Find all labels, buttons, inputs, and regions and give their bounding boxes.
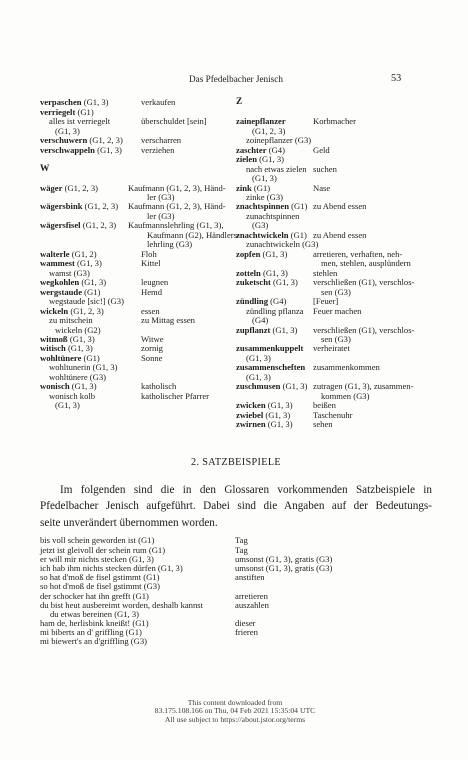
source-ref: (G1, 3) (265, 409, 291, 420)
source-ref: (G1) (291, 201, 308, 212)
variant: (G1, 3) (55, 400, 80, 411)
variant: wegstaude [sic!] (G3) (49, 296, 124, 307)
gloss: Kittel (141, 258, 161, 269)
example-meaning: umsonst (G1, 3), gratis (G3) (235, 553, 333, 564)
blank-line (40, 155, 233, 164)
gloss: zu Abend essen (313, 201, 367, 212)
variant: (G1, 3) (252, 173, 277, 184)
source-ref: (G1, 3) (273, 277, 298, 288)
gloss: verkaufen (141, 97, 176, 108)
variant: zunachtspinnen (246, 210, 300, 221)
gloss: Korbmacher (313, 116, 356, 127)
gloss: Kaufmann (G2), Händlers- (147, 229, 240, 240)
letter-heading-w: W (40, 163, 50, 174)
headword: wäger (40, 182, 63, 193)
gloss: Taschenuhr (313, 409, 353, 420)
source-ref: (G1) (290, 229, 307, 240)
source-ref: (G1, 3) (97, 144, 122, 155)
variant: wonisch kolb (49, 390, 96, 401)
source-ref: (G1, 3) (262, 267, 288, 278)
example-sentence: ham de, herlisbink kneißt! (G1) (40, 618, 149, 629)
variant: wohltunerin (G1, 3) (49, 362, 118, 373)
example-meaning: frieren (235, 627, 258, 638)
glossary-entry (40, 202, 233, 211)
variant: zunachtwickeln (G3) (246, 239, 319, 250)
gloss: Witwe (141, 334, 164, 345)
headword: znachtspinnen (236, 201, 290, 212)
source-ref: (G1, 2, 3) (82, 220, 117, 231)
source-ref: (G1, 3) (69, 334, 95, 345)
gloss: lehrling (G3) (147, 239, 193, 250)
example-meaning: auszahlen (235, 599, 269, 610)
gloss: Floh (141, 248, 157, 259)
example-meaning: anstiften (235, 572, 265, 583)
download-footer (0, 699, 468, 725)
gloss: sehen (313, 419, 333, 430)
footer-line: This content downloaded from (187, 697, 283, 707)
variant: zoinepflanzer (G3) (246, 135, 312, 146)
paragraph-line: Im folgenden sind die in den Glossaren vorkommenden Satzbeispiele in (60, 483, 432, 496)
section-heading: 2. SATZBEISPIELE (191, 457, 281, 468)
example-sentence: mi biewert's an d'griffling (G3) (40, 636, 147, 647)
variant: (G1, 3) (246, 352, 271, 363)
headword: zaschter (236, 144, 267, 155)
headword: witisch (40, 343, 66, 354)
example-meaning: umsonst (G1, 3), gratis (G3) (235, 562, 333, 573)
glossary-left-column (40, 97, 240, 411)
variant: nach etwas zielen (246, 163, 307, 174)
example-sentences (40, 536, 440, 646)
entry-term (40, 202, 118, 211)
headword: witmoß (40, 334, 68, 345)
example-sentence: so hat d'moß de fisel gstimmt (G1) (40, 572, 160, 583)
footer-line: All use subject to https://about.jstor.org/terms (164, 714, 306, 724)
entry-term (236, 250, 287, 259)
gloss: sen (G3) (321, 334, 351, 345)
source-ref: (G1, 2, 3) (84, 201, 119, 212)
gloss: zornig (141, 343, 163, 354)
variant: wickeln (G2) (55, 324, 101, 335)
intro-paragraph (40, 482, 432, 532)
headword: zotteln (236, 267, 261, 278)
headword: zuschmusen (236, 381, 281, 392)
glossary-right-column (236, 98, 436, 429)
gloss: verheiratet (313, 343, 350, 354)
variant: alles ist verriegelt (49, 116, 111, 127)
example-row (40, 637, 440, 646)
letter-heading-row (236, 98, 436, 107)
variant: zu mitschein (49, 315, 93, 326)
headword: zopfen (236, 248, 261, 259)
gloss: verziehen (141, 144, 175, 155)
gloss: zutragen (G1, 3), zusammen- (313, 381, 414, 392)
variant: (G1, 2, 3) (252, 125, 286, 136)
example-meaning: Tag (235, 535, 248, 546)
variant: (G3) (252, 220, 269, 231)
gloss: arretieren, verhaften, neh- (313, 248, 403, 259)
gloss: Nase (313, 182, 331, 193)
source-ref: (G4) (268, 144, 285, 155)
variant: (G1, 3) (55, 125, 80, 136)
source-ref: (G1, 3) (81, 277, 107, 288)
headword: znachtwickeln (236, 229, 289, 240)
headword: wägersbink (40, 201, 83, 212)
headword: zusammenkuppelt (236, 343, 304, 354)
headword: wergstaude (40, 286, 83, 297)
variant: zündling pflanza (246, 305, 304, 316)
running-head (0, 73, 468, 85)
gloss: [Feuer] (313, 296, 339, 307)
variant: wamst (G3) (49, 267, 90, 278)
gloss: Kaufmann (G1, 2, 3), Händ- (128, 201, 226, 212)
example-sentence: ich hab ihm nichts stecken dürfen (G1, 3) (40, 562, 183, 573)
headword: walterle (40, 248, 70, 259)
gloss: men, stehlen, ausplündern (321, 258, 411, 269)
example-meaning: arretieren (235, 590, 268, 601)
headword: wägersfisel (40, 220, 81, 231)
source-ref: (G1, 3) (259, 154, 284, 165)
variant: (G4) (252, 315, 269, 326)
entry-term (40, 146, 122, 155)
paragraph-line: seite unverändert übernommen worden. (40, 516, 218, 529)
source-ref: (G1) (84, 286, 101, 297)
gloss: Kaufmann (G1, 2, 3), Händ- (128, 182, 226, 193)
source-ref: (G1, 2, 3) (64, 182, 99, 193)
headword: zwicken (236, 400, 266, 411)
example-sentence: er will mir nichts stecken (G1, 3) (40, 553, 154, 564)
gloss: suchen (313, 163, 337, 174)
headword: zwirnen (236, 419, 266, 430)
gloss: Sonne (141, 352, 163, 363)
variant: (G1, 3) (246, 371, 271, 382)
gloss: essen (141, 305, 160, 316)
example-sentence: bis voll schein geworden ist (G1) (40, 535, 155, 546)
example-meaning: dieser (235, 618, 256, 629)
headword: zündling (236, 296, 269, 307)
headword: zink (236, 182, 252, 193)
source-ref: (G1) (83, 352, 100, 363)
example-meaning: Tag (235, 544, 248, 555)
source-ref: (G1) (77, 106, 94, 117)
source-ref: (G1) (253, 182, 271, 193)
entry-term (236, 420, 293, 429)
gloss: zusammenkommen (313, 362, 380, 373)
source-ref: (G1, 3) (267, 419, 293, 430)
source-ref: (G1, 3) (71, 381, 97, 392)
headword: wegkohlen (40, 277, 80, 288)
example-sentence: du bist heut ausbereimt worden, deshalb kannst (40, 599, 204, 610)
gloss: zu Mittag essen (141, 315, 195, 326)
headword: zwiebel (236, 409, 264, 420)
gloss: zu Abend essen (313, 229, 367, 240)
gloss: sen (G3) (321, 286, 351, 297)
entry-term (236, 382, 307, 391)
letter-heading-z: Z (236, 97, 243, 108)
headword: verschuwern (40, 135, 88, 146)
glossary-entry (40, 184, 233, 193)
gloss: überschuldet [sein] (141, 116, 207, 127)
source-ref: (G1, 2, 3) (89, 135, 123, 146)
entry-term (236, 278, 298, 287)
source-ref: (G1, 3) (282, 381, 308, 392)
source-ref: (G1, 3) (67, 343, 93, 354)
page-number: 53 (391, 73, 402, 84)
headword: verriegelt (40, 106, 76, 117)
entry-term (40, 184, 98, 193)
glossary-entry (40, 146, 233, 155)
example-sentence-continuation: du etwas bereinen (G1, 3) (50, 608, 140, 619)
paragraph-line: Pfedelbacher Jenisch aufgeführt. Dabei sind die Angaben auf der Bedeutungs- (40, 500, 432, 513)
gloss: stehlen (313, 267, 338, 278)
headword: zupflanzt (236, 324, 271, 335)
source-ref: (G4) (270, 296, 287, 307)
entry-term (40, 221, 116, 230)
variant: wohltünere (G3) (49, 371, 107, 382)
source-ref: (G1, 3) (77, 258, 102, 269)
gloss: ler (G3) (147, 210, 175, 221)
gloss: verschließen (G1), verschlos- (313, 324, 415, 335)
gloss: leugnen (141, 277, 169, 288)
source-ref: (G1, 3) (83, 97, 109, 108)
example-sentence: mi biberts an d' griffling (G1) (40, 627, 142, 638)
gloss: beißen (313, 400, 336, 411)
headword: zusammenscheften (236, 362, 306, 373)
gloss: Feuer machen (313, 305, 362, 316)
glossary-entry (236, 420, 436, 429)
headword: zuketscht (236, 277, 271, 288)
headword: wammest (40, 258, 75, 269)
gloss: kommen (G3) (321, 390, 370, 401)
example-sentence: jetzt ist gleivoll der schein rum (G1) (40, 544, 166, 555)
source-ref: (G1, 3) (262, 248, 288, 259)
gloss-continuation (40, 229, 240, 240)
gloss: Kaufmannslehrling (G1, 3), (128, 220, 224, 231)
gloss: verschließen (G1), verschlos- (313, 277, 415, 288)
headword: zainepflanzer (236, 116, 286, 127)
footer-line: 83.175.108.166 on Thu, 04 Feb 2021 15:35:04 UTC (154, 706, 316, 716)
gloss: katholischer Pfarrer (141, 390, 210, 401)
gloss: verscharren (141, 135, 182, 146)
letter-heading-row (40, 165, 233, 174)
headword: verpaschen (40, 97, 82, 108)
running-title: Das Pfedelbacher Jenisch (189, 74, 283, 84)
gloss: ler (G3) (147, 191, 175, 202)
example-sentence: der schocker hat ihn grefft (G1) (40, 590, 149, 601)
source-ref: (G1, 3) (272, 324, 298, 335)
source-ref: (G1, 2, 3) (70, 305, 104, 316)
gloss: katholisch (141, 381, 177, 392)
gloss: Geld (313, 144, 330, 155)
source-ref: (G1, 2) (71, 248, 97, 259)
variant: zinke (G3) (246, 191, 283, 202)
source-ref: (G1, 3) (267, 400, 293, 411)
entry-term (236, 326, 297, 335)
headword: verschwappeln (40, 144, 95, 155)
headword: wickeln (40, 305, 69, 316)
example-sentence: so hot d'moß de fisel gstimmt (G3) (40, 581, 160, 592)
glossary-subentry (40, 401, 233, 410)
headword: zielen (236, 154, 257, 165)
gloss: Hemd (141, 286, 163, 297)
headword: wohltünere (40, 352, 82, 363)
headword: wonisch (40, 381, 70, 392)
